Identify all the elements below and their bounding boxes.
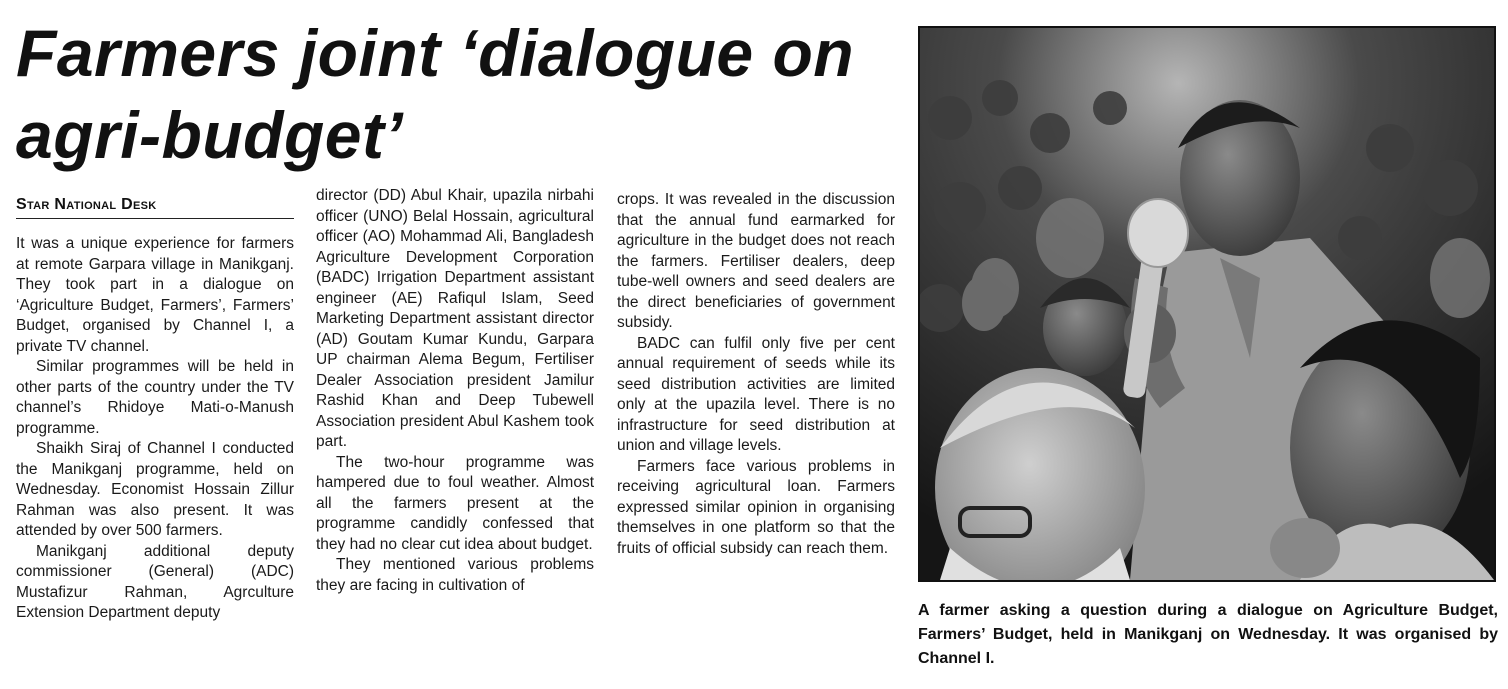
- article-column-3: [617, 190, 895, 559]
- paragraph: Similar programmes will be held in other parts of the country under the TV channel’s Rhidoye Mati-o-Manush programme.: [16, 358, 294, 437]
- paragraph: crops. It was revealed in the discussion that the annual fund earmarked for agriculture in the budget does not reach the farmers. Fertiliser dealers, deep tube-well owners and seed dealers are the direct beneficiaries of government subsidy.: [617, 191, 895, 331]
- paragraph: Shaikh Siraj of Channel I conducted the Manikganj programme, held on Wednesday. Economist Hossain Zillur Rahman was also present. It was attended by over 500 farmers.: [16, 440, 294, 539]
- paragraph: They mentioned various problems they are facing in cultivation of: [316, 556, 594, 594]
- photo-caption: A farmer asking a question during a dialogue on Agriculture Budget, Farmers’ Budget, held in Manikganj on Wednesday. It was organised by Channel I.: [918, 602, 1498, 667]
- paragraph: It was a unique experience for farmers at remote Garpara village in Manikganj. They took part in a dialogue on ‘Agriculture Budget, Farmers’, Farmers’ Budget, organised by Channel I, a private TV channel.: [16, 235, 294, 355]
- paragraph: The two-hour programme was hampered due to foul weather. Almost all the farmers present at the programme candidly confessed that they had no clear cut idea about budget.: [316, 453, 594, 553]
- paragraph: director (DD) Abul Khair, upazila nirbahi officer (UNO) Belal Hossain, agricultural officer (AO) Mohammad Ali, Bangladesh Agriculture Development Corporation (BADC) Irrigation Department assistant engineer (AE) Rafiqul Islam, Seed Marketing Department assistant director (AD) Goutam Kumar Kundu, Garpara UP chairman Alema Begum, Fertiliser Dealer Association president Jamilur Rashid Khan and Deep Tubewell Association president Abul Kashem took part.: [316, 187, 594, 450]
- byline: Star National Desk: [16, 196, 294, 219]
- news-photo: [918, 26, 1496, 582]
- article-column-2: [316, 186, 594, 596]
- paragraph: Farmers face various problems in receiving agricultural loan. Farmers expressed similar opinion in organising themselves in one platform so that the fruits of official subsidy can reach them.: [617, 457, 895, 557]
- paragraph: BADC can fulfil only five per cent annual requirement of seeds while its seed distribution activities are limited only at the upazila level. There is no infrastructure for seed distribution at union and village levels.: [617, 334, 895, 454]
- paragraph: Manikganj additional deputy commissioner (General) (ADC) Mustafizur Rahman, Agrculture Extension Department deputy: [16, 542, 294, 621]
- headline: Farmers joint ‘dialogue on agri-budget’: [16, 16, 855, 172]
- article-column-1: [16, 234, 294, 624]
